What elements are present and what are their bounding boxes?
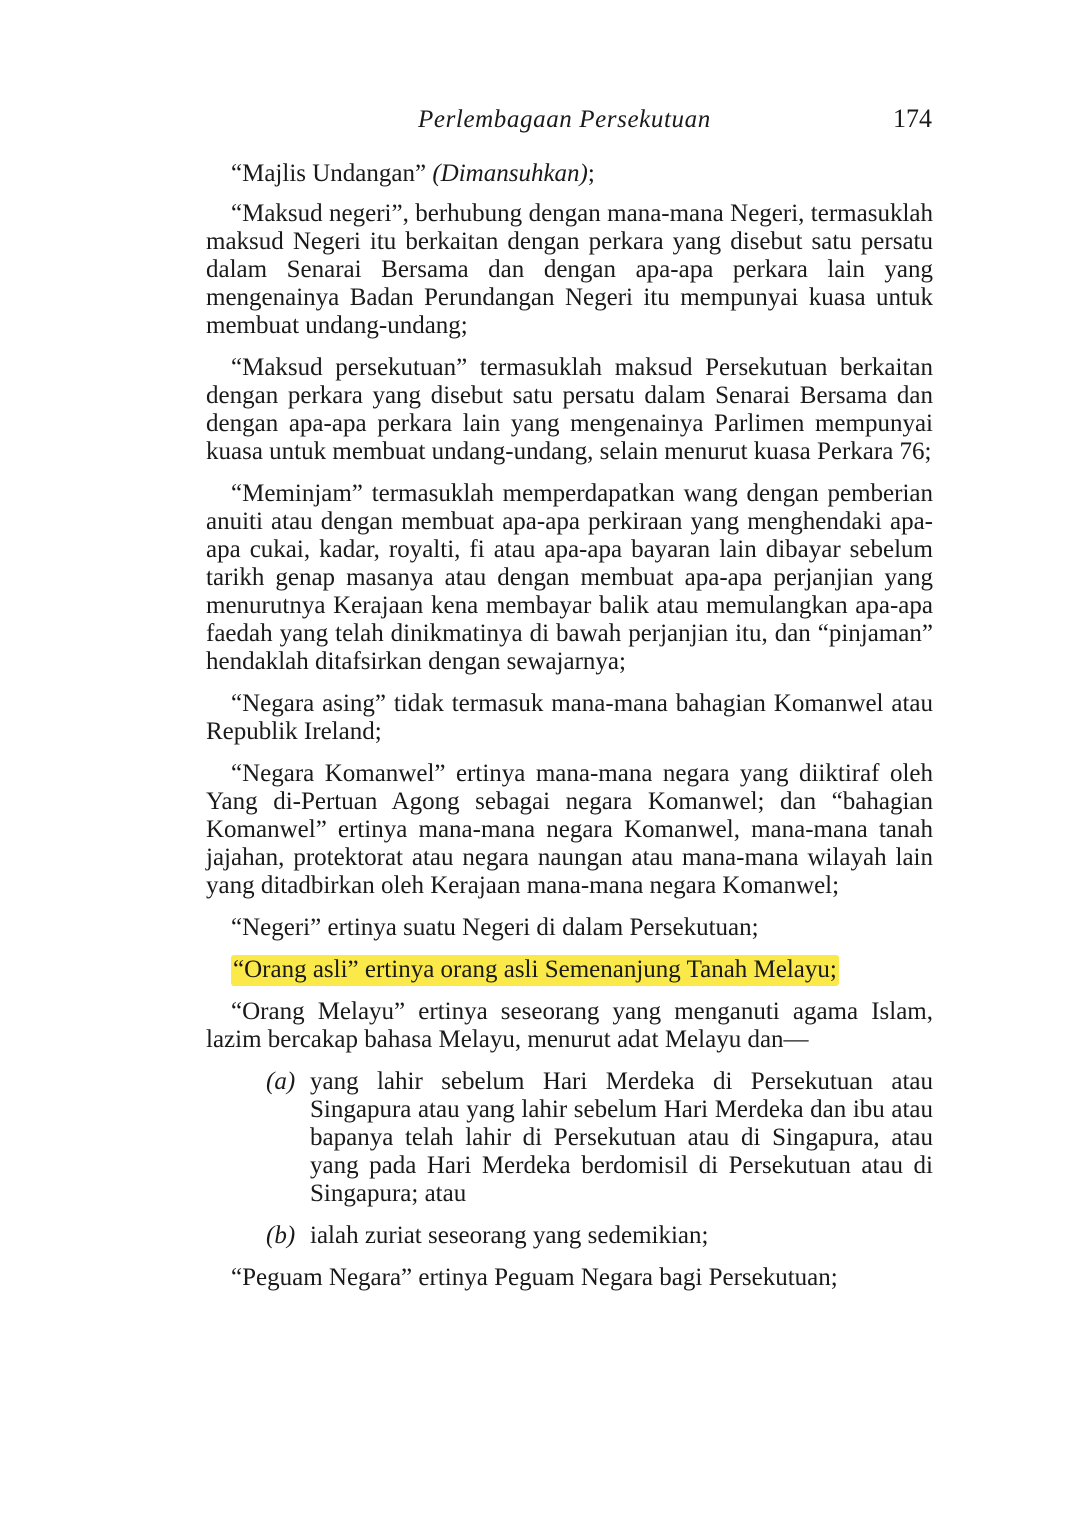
definition-text: termasuklah maksud Persekutuan berkaitan dengan perkara yang disebut satu persatu dalam Senarai Bersama dan dengan apa-apa perkara lain yang mengenainya Parlimen mempunyai kuasa untuk membuat undang-undang, selain menurut kuasa Perkara 76; — [206, 354, 933, 465]
definition-term: “Negara asing” — [231, 690, 386, 717]
definition-maksud-negeri — [206, 200, 933, 340]
definition-orang-melayu — [206, 998, 933, 1054]
definition-term: “Maksud persekutuan” — [231, 354, 468, 381]
definitions-body — [206, 160, 933, 1306]
definition-orang-asli-highlighted — [206, 956, 933, 984]
definition-text: ertinya seseorang yang menganuti agama Islam, lazim bercakap bahasa Melayu, menurut adat Melayu dan— — [206, 998, 933, 1053]
sub-item-b — [206, 1222, 933, 1250]
definition-text: ertinya suatu Negeri di dalam Persekutuan; — [321, 914, 759, 941]
definition-term: “Negeri” — [231, 914, 322, 941]
definition-text: ertinya orang asli Semenanjung Tanah Melayu; — [358, 956, 837, 983]
definition-term: “Peguam Negara” — [231, 1264, 413, 1291]
definition-maksud-persekutuan — [206, 354, 933, 466]
definition-term: “Majlis Undangan” — [231, 160, 427, 187]
definition-text: , berhubung dengan mana-mana Negeri, termasuklah maksud Negeri itu berkaitan dengan perkara yang disebut satu persatu dalam Senarai Bersama dan dengan apa-apa perkara lain yang mengenainya Badan Perundangan Negeri itu mempunyai kuasa untuk membuat undang-undang; — [206, 200, 933, 339]
definition-negeri — [206, 914, 933, 942]
definition-negara-asing — [206, 690, 933, 746]
definition-term: “Negara Komanwel” — [231, 760, 446, 787]
definition-meminjam — [206, 480, 933, 676]
definition-text: ertinya mana-mana negara yang diiktiraf oleh Yang di-Pertuan Agong sebagai negara Komanwel; dan “bahagian Komanwel” ertinya mana-mana negara Komanwel, mana-mana tanah jajahan, protektorat atau negara naungan atau mana-mana wilayah lain yang ditadbirkan oleh Kerajaan mana-mana negara Komanwel; — [206, 760, 934, 899]
definition-text: ; — [587, 160, 595, 187]
running-header-title: Perlembagaan Persekutuan — [418, 106, 711, 133]
definition-text: ertinya Peguam Negara bagi Persekutuan; — [412, 1264, 838, 1291]
definition-text: tidak termasuk mana-mana bahagian Komanwel atau Republik Ireland; — [206, 690, 933, 745]
sub-item-label: (a) — [266, 1068, 296, 1095]
text-highlight — [231, 955, 839, 986]
definition-negara-komanwel — [206, 760, 933, 900]
definition-majlis-undangan — [206, 160, 933, 188]
definition-peguam-negara — [206, 1264, 933, 1292]
definition-term: “Maksud negeri” — [231, 200, 403, 227]
sub-item-text: yang lahir sebelum Hari Merdeka di Persekutuan atau Singapura atau yang lahir sebelum Hari Merdeka dan ibu atau bapanya telah lahir di Persekutuan atau di Singapura, atau yang pada Hari Merdeka berdomisil di Persekutuan atau di Singapura; atau — [310, 1068, 933, 1207]
sub-item-text: ialah zuriat seseorang yang sedemikian; — [310, 1222, 709, 1249]
repealed-note: (Dimansuhkan) — [432, 160, 588, 187]
definition-text: termasuklah memperdapatkan wang dengan pemberian anuiti atau dengan membuat apa-apa perkiraan yang menghendaki apa-apa cukai, kadar, royalti, fi atau apa-apa bayaran lain dibayar sebelum tarikh genap masanya atau dengan membuat apa-apa perjanjian yang menurutnya Kerajaan kena membayar balik atau memulangkan apa-apa faedah yang telah dinikmatinya di bawah perjanjian itu, dan “pinjaman” hendaklah ditafsirkan dengan sewajarnya; — [206, 480, 933, 675]
definition-term: “Orang asli” — [233, 956, 359, 983]
definition-term: “Orang Melayu” — [231, 998, 406, 1025]
page-number: 174 — [893, 104, 932, 133]
sub-item-a — [206, 1068, 933, 1208]
definition-term: “Meminjam” — [231, 480, 363, 507]
sub-item-label: (b) — [266, 1222, 296, 1249]
